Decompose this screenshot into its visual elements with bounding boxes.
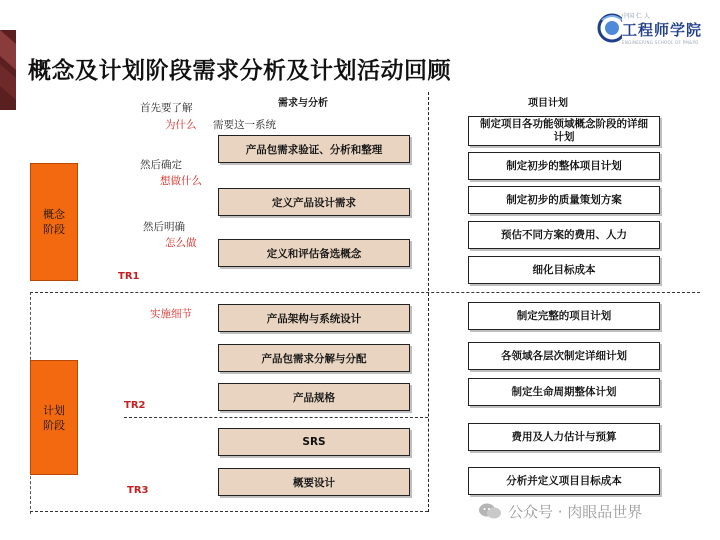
note-need-system: 需要这一系统: [213, 119, 276, 131]
plan-estimate-cost: 预估不同方案的费用、人力: [468, 221, 660, 249]
plan-cost-budget: 费用及人力估计与预算: [468, 423, 660, 451]
column-header-plans: 项目计划: [528, 98, 568, 109]
page-title: 概念及计划阶段需求分析及计划活动回顾: [28, 58, 451, 84]
corner-decoration: [0, 30, 16, 110]
plan-refine-target-cost: 细化目标成本: [468, 256, 660, 284]
logo: [596, 8, 716, 52]
logo-globe-icon: [596, 10, 622, 48]
note-then-clarify: 然后明确: [143, 221, 185, 233]
tr1-divider: [30, 292, 700, 293]
phase-plan-label: 计划 阶段: [43, 403, 65, 432]
note-what-to-do: 想做什么: [160, 175, 202, 187]
note-why: 为什么: [165, 119, 197, 131]
column-header-activities: 需求与分析: [278, 98, 328, 109]
plan-complete-project: 制定完整的项目计划: [468, 302, 660, 330]
tr2-divider: [124, 417, 428, 418]
watermark: [478, 498, 642, 524]
plan-lifecycle: 制定生命周期整体计划: [468, 378, 660, 406]
activity-high-level-design: 概要设计: [218, 468, 410, 496]
activity-product-spec: 产品规格: [218, 383, 410, 411]
plan-initial-quality: 制定初步的质量策划方案: [468, 186, 660, 214]
plan-target-cost: 分析并定义项目目标成本: [468, 467, 660, 495]
note-how-to-do: 怎么做: [165, 237, 197, 249]
note-first: 首先要了解: [140, 102, 193, 114]
activity-define-evaluate-concepts: 定义和评估备选概念: [218, 239, 410, 267]
logo-subtitle: ENGINEERING SCHOOL OF PM&PD: [622, 40, 699, 45]
note-implement: 实施细节: [150, 308, 192, 320]
activity-define-design-requirements: 定义产品设计需求: [218, 188, 410, 216]
plan-concept-detail: 制定项目各功能领域概念阶段的详细计划: [468, 116, 660, 146]
activity-requirements-verification: 产品包需求验证、分析和整理: [218, 135, 410, 163]
wechat-icon: [478, 502, 502, 520]
phase-plan: [30, 360, 78, 475]
activity-architecture-system-design: 产品架构与系统设计: [218, 304, 410, 332]
milestone-tr1: TR1: [118, 271, 140, 282]
logo-small-text: 中国 仁 人: [622, 13, 650, 20]
column-divider: [428, 92, 429, 512]
tr3-divider: [30, 511, 428, 512]
phase-concept: [30, 163, 78, 281]
phase-concept-label: 概念 阶段: [43, 208, 65, 236]
activity-requirements-allocation: 产品包需求分解与分配: [218, 344, 410, 372]
logo-name: 工程师学院: [622, 21, 703, 39]
plan-initial-overall: 制定初步的整体项目计划: [468, 152, 660, 180]
milestone-tr2: TR2: [124, 400, 146, 411]
milestone-tr3: TR3: [127, 485, 149, 496]
plan-detailed-by-domain: 各领域各层次制定详细计划: [468, 342, 660, 370]
watermark-text: 公众号 · 肉眼品世界: [508, 502, 643, 521]
activity-srs: SRS: [218, 428, 410, 456]
note-then-confirm: 然后确定: [140, 159, 182, 171]
